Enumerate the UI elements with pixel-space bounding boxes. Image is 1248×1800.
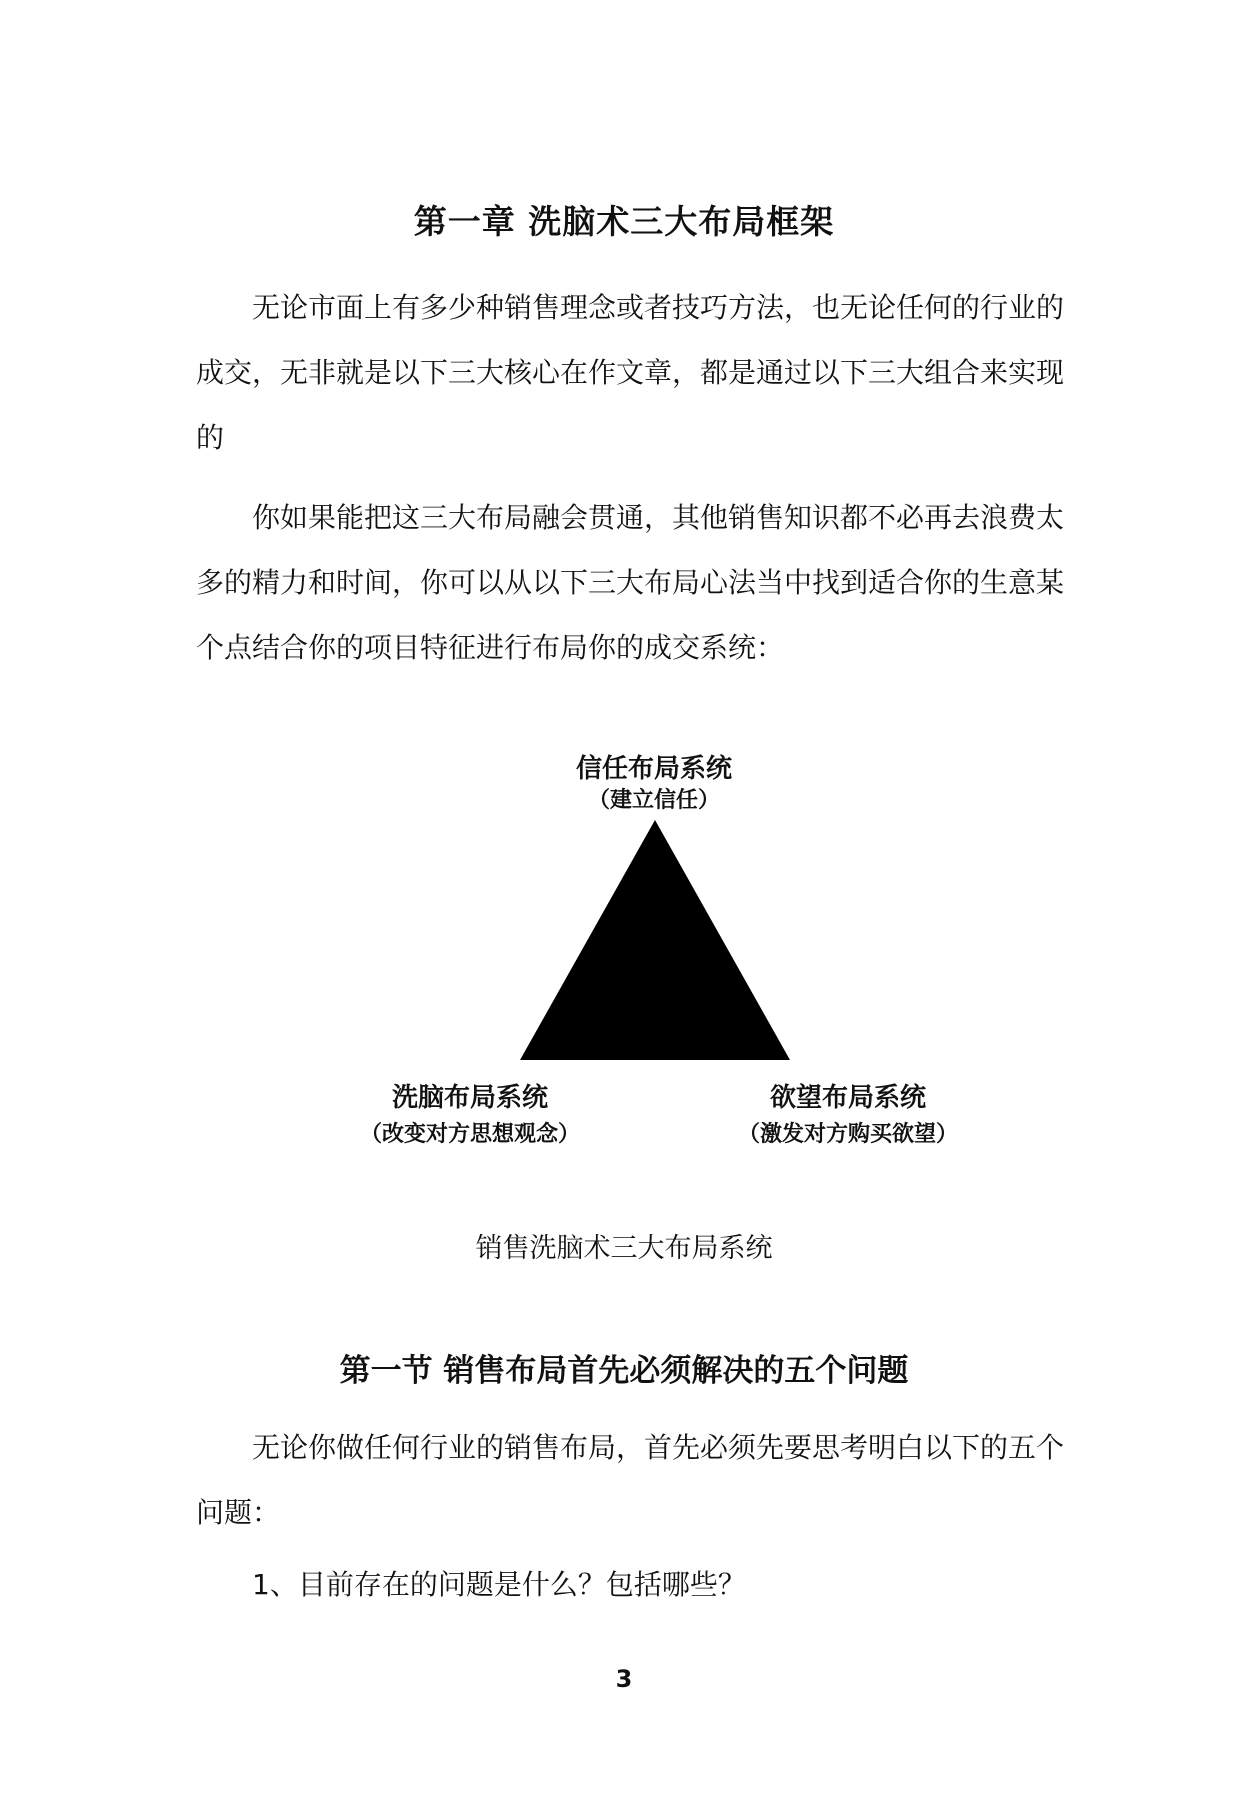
diagram-caption: 销售洗脑术三大布局系统 — [475, 1233, 773, 1264]
chapter-title: 第一章 洗脑术三大布局框架 — [413, 202, 835, 241]
triangle-shape — [520, 820, 790, 1060]
node-brainwash-desc: （改变对方思想观念） — [359, 1121, 580, 1147]
paragraph-intro: 无论市面上有多少种销售理念或者技巧方法，也无论任何的行业的成交，无非就是以下三大核心在作文章，都是通过以下三大组合来实现的 — [196, 291, 1065, 454]
paragraph-section-intro: 无论你做任何行业的销售布局，首先必须先要思考明白以下的五个问题： — [196, 1431, 1065, 1529]
triangle-fill — [520, 820, 790, 1060]
node-desire-desc: （激发对方购买欲望） — [737, 1121, 958, 1147]
node-trust-name: 信任布局系统 — [575, 754, 732, 784]
node-brainwash-name: 洗脑布局系统 — [391, 1083, 548, 1113]
paragraph-overview: 你如果能把这三大布局融会贯通，其他销售知识都不必再去浪费太多的精力和时间，你可以从以下三大布局心法当中找到适合你的生意某个点结合你的项目特征进行布局你的成交系统： — [196, 501, 1065, 664]
page-number: 3 — [615, 1665, 633, 1693]
list-item: 1、目前存在的问题是什么？包括哪些？ — [252, 1568, 746, 1601]
section-title: 第一节 销售布局首先必须解决的五个问题 — [339, 1353, 909, 1389]
node-desire-name: 欲望布局系统 — [769, 1083, 926, 1113]
node-trust-desc: （建立信任） — [587, 787, 720, 813]
